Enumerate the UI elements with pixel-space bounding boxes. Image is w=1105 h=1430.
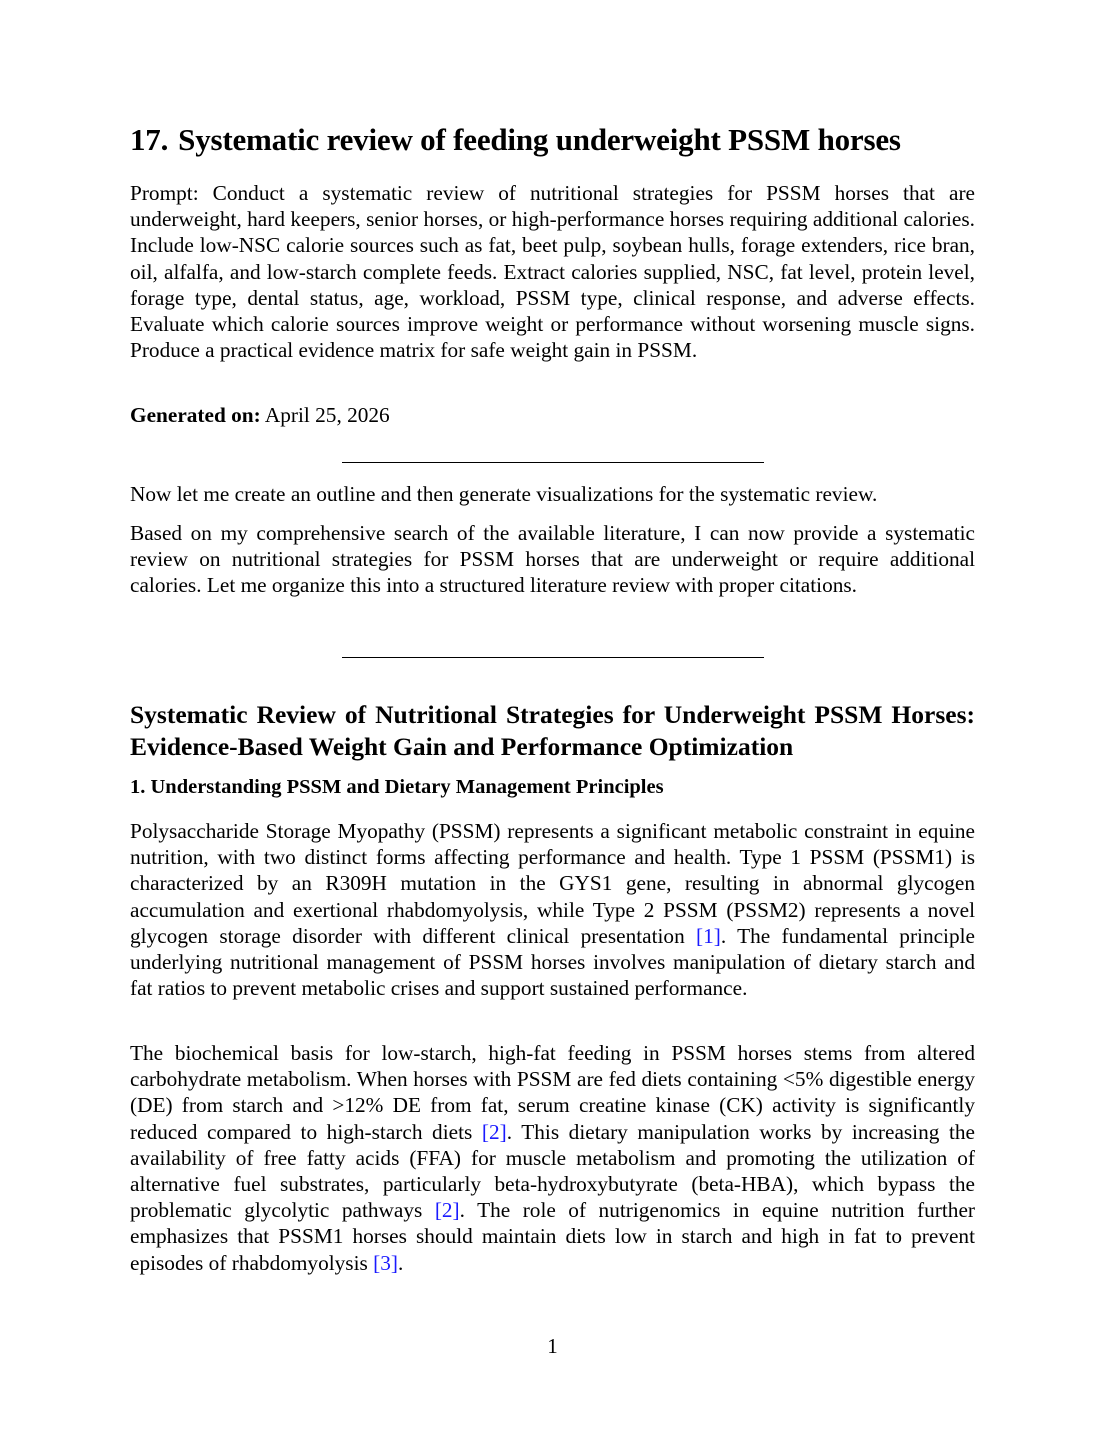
paragraph-text: .	[397, 1250, 404, 1275]
generated-date: April 25, 2026	[264, 403, 390, 427]
paragraph-text: . This dietary manipulation works by increasing the availability of free fatty acids (FFA) for muscle metabolism and promoting the utilization of alternative fuel substrates, particularly beta-hydroxybutyrate (beta-HBA), which bypass the problematic glycolytic pathways	[130, 1119, 976, 1223]
section1-paragraph-1	[130, 818, 975, 1001]
intro-outline-paragraph: Now let me create an outline and then generate visualizations for the systematic review.	[130, 482, 878, 506]
horizontal-divider	[342, 462, 764, 463]
document-title	[130, 122, 901, 158]
page-number: 1	[547, 1334, 558, 1358]
citation-link[interactable]: [2]	[481, 1119, 507, 1144]
generated-label: Generated on:	[130, 403, 261, 427]
review-title: Systematic Review of Nutritional Strategies for Underweight PSSM Horses: Evidence-Based Weight Gain and Performance Optimization	[130, 700, 975, 761]
paragraph-text: Polysaccharide Storage Myopathy (PSSM) represents a significant metabolic constraint in equine nutrition, with two distinct forms affecting performance and health. Type 1 PSSM (PSSM1) is characterized by an R309H mutation in the GYS1 gene, resulting in abnormal glycogen accumulation and exertional rhabdomyolysis, while Type 2 PSSM (PSSM2) represents a novel glycogen storage disorder with different clinical presentation	[130, 819, 975, 948]
citation-link[interactable]: [2]	[434, 1198, 460, 1223]
horizontal-divider	[342, 657, 764, 658]
paragraph-text: . The role of nutrigenomics in equine nutrition further emphasizes that PSSM1 horses should maintain diets low in starch and high in fat to prevent episodes of rhabdomyolysis	[130, 1198, 975, 1275]
intro-based-paragraph: Based on my comprehensive search of the available literature, I can now provide a systematic review on nutritional strategies for PSSM horses that are underweight or require additional calories. Let me organize this into a structured literature review with proper citations.	[130, 521, 975, 598]
citation-link[interactable]: [3]	[373, 1250, 398, 1275]
paragraph-text: . The fundamental principle underlying nutritional management of PSSM horses involves manipulation of dietary starch and fat ratios to prevent metabolic crises and support sustained performance.	[130, 923, 975, 1001]
section-heading: 1. Understanding PSSM and Dietary Management Principles	[130, 776, 664, 798]
paragraph-text: The biochemical basis for low-starch, high-fat feeding in PSSM horses stems from altered carbohydrate metabolism. When horses with PSSM are fed diets containing <5% digestible energy (DE) from starch and >12% DE from fat, serum creatine kinase (CK) activity is significantly reduced compared to high-starch diets	[130, 1041, 975, 1144]
prompt-paragraph: Prompt: Conduct a systematic review of nutritional strategies for PSSM horses that are underweight, hard keepers, senior horses, or high-performance horses requiring additional calories. Include low-NSC calorie sources such as fat, beet pulp, soybean hulls, forage extenders, rice bran, oil, alfalfa, and low-starch complete feeds. Extract calories supplied, NSC, fat level, protein level, forage type, dental status, age, workload, PSSM type, clinical response, and adverse effects. Evaluate which calorie sources improve weight or performance without worsening muscle signs. Produce a practical evidence matrix for safe weight gain in PSSM.	[130, 181, 975, 363]
section1-paragraph-2	[130, 1040, 975, 1276]
citation-link[interactable]: [1]	[696, 923, 721, 948]
generated-on	[130, 402, 390, 428]
title-number: 17.	[130, 122, 169, 157]
title-text: Systematic review of feeding underweight PSSM horses	[178, 122, 901, 157]
